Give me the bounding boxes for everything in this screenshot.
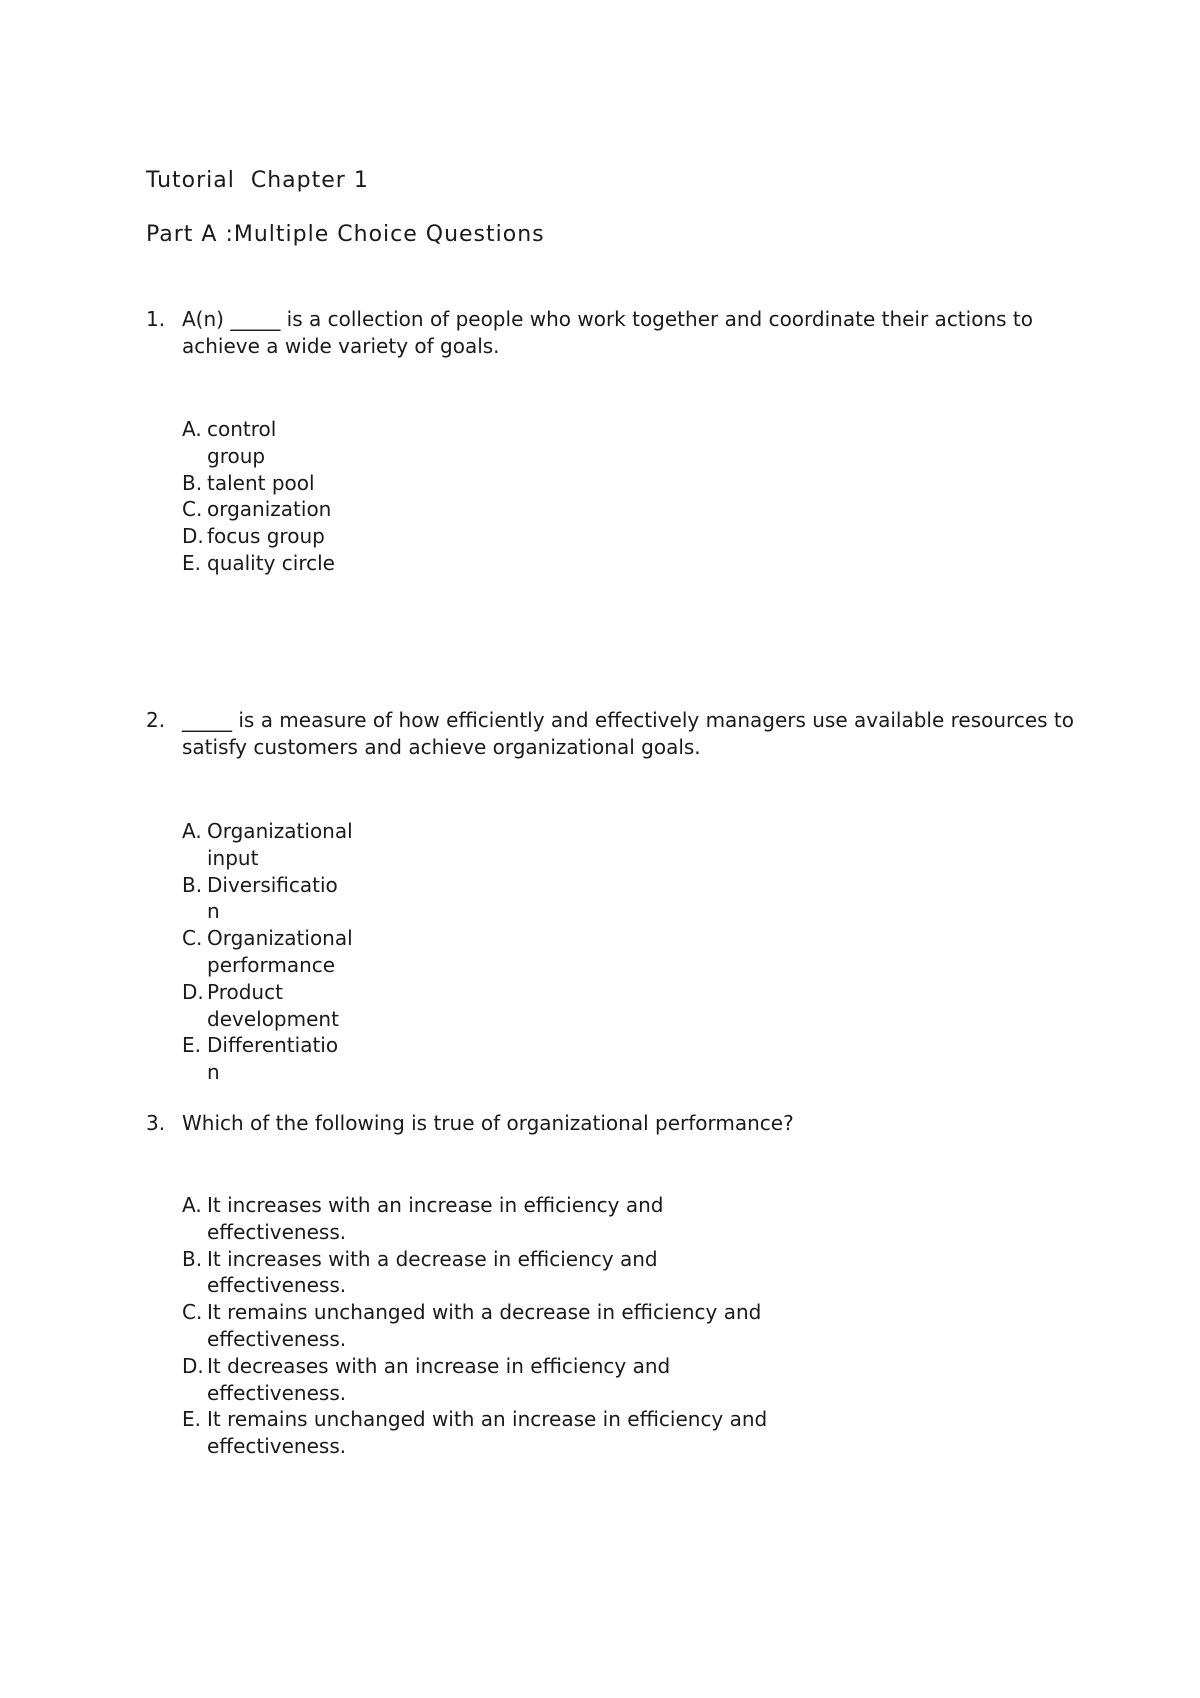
option-text: focus group — [207, 524, 325, 549]
option-text: It decreases with an increase in efficiency and effectiveness. — [207, 1353, 671, 1405]
option-text: It increases with a decrease in efficiency and effectiveness. — [207, 1246, 658, 1298]
option-a — [182, 416, 337, 470]
option-text: organization — [207, 497, 332, 522]
option-a — [182, 818, 370, 872]
option-text: It remains unchanged with a decrease in efficiency and effectiveness. — [207, 1300, 762, 1351]
question-number: 3. — [146, 1111, 166, 1135]
option-e — [182, 1032, 370, 1086]
option-letter: A. — [182, 1193, 202, 1217]
option-letter: B. — [182, 872, 203, 897]
option-letter: C. — [182, 497, 203, 522]
option-letter: A. — [182, 819, 202, 843]
question-text: Which of the following is true of organizational performance? — [182, 1111, 794, 1135]
question-1 — [146, 306, 1076, 360]
option-text: Product development — [207, 979, 339, 1031]
option-letter: A. — [182, 417, 202, 441]
option-text: Organizational input — [207, 819, 353, 870]
option-d — [182, 523, 337, 550]
option-text: Organizational performance — [207, 926, 353, 977]
option-text: Differentiation — [207, 1033, 339, 1085]
option-letter: D. — [182, 979, 204, 1004]
option-letter: B. — [182, 470, 203, 495]
option-c — [182, 1299, 822, 1353]
question-1-options — [182, 416, 337, 577]
option-d — [182, 979, 370, 1033]
option-text: It remains unchanged with an increase in efficiency and effectiveness. — [207, 1407, 768, 1459]
option-text: It increases with an increase in efficiency and effectiveness. — [207, 1193, 664, 1244]
question-3 — [146, 1110, 1076, 1137]
question-number: 2. — [146, 708, 166, 732]
question-text: A(n) _____ is a collection of people who work together and coordinate their actions to achieve a wide variety of goals. — [182, 307, 1033, 358]
option-b — [182, 1246, 822, 1300]
option-a — [182, 1192, 822, 1246]
option-letter: C. — [182, 926, 203, 951]
option-text: quality circle — [207, 550, 335, 575]
option-letter: D. — [182, 524, 204, 549]
option-letter: E. — [182, 1407, 201, 1432]
option-c — [182, 496, 337, 523]
question-3-options — [182, 1192, 822, 1460]
option-e — [182, 550, 337, 577]
question-2-options — [182, 818, 370, 1086]
question-number: 1. — [146, 307, 166, 331]
question-2 — [146, 707, 1076, 761]
document-title: Tutorial Chapter 1 — [146, 168, 369, 193]
option-text: talent pool — [207, 470, 315, 495]
option-b — [182, 872, 370, 926]
option-e — [182, 1406, 822, 1460]
option-letter: E. — [182, 550, 201, 575]
option-c — [182, 925, 370, 979]
option-b — [182, 470, 337, 497]
option-text: Diversification — [207, 872, 338, 924]
option-letter: E. — [182, 1033, 201, 1058]
option-letter: C. — [182, 1300, 203, 1325]
option-d — [182, 1353, 822, 1407]
option-text: control group — [207, 417, 277, 468]
option-letter: D. — [182, 1353, 204, 1378]
part-a-heading: Part A :Multiple Choice Questions — [146, 222, 545, 247]
question-text: _____ is a measure of how efficiently and effectively managers use available resources to satisfy customers and achieve organizational goals. — [182, 708, 1074, 759]
option-letter: B. — [182, 1246, 203, 1271]
